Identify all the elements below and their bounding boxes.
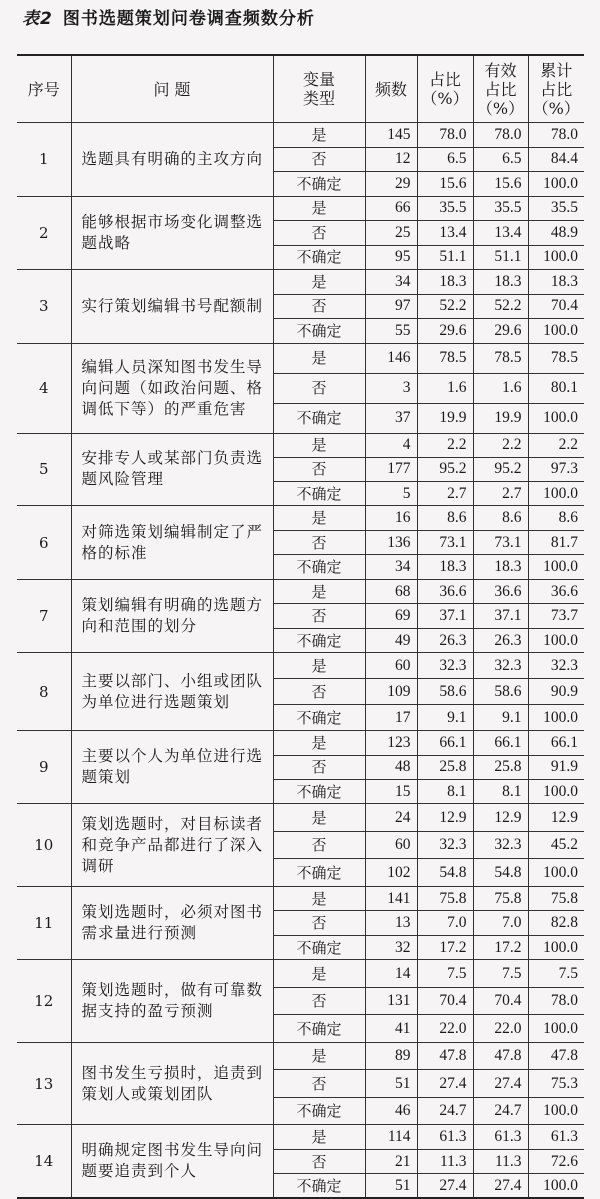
- freq-value: 66: [365, 196, 417, 221]
- var-type: 是: [273, 196, 365, 221]
- valid-pct-value: 54.8: [473, 859, 528, 887]
- valid-pct-value: 52.2: [473, 294, 528, 319]
- valid-pct-value: 8.6: [473, 506, 528, 531]
- cum-pct-value: 100.0: [528, 628, 584, 653]
- var-type: 是: [273, 960, 365, 988]
- cum-pct-value: 18.3: [528, 270, 584, 295]
- freq-value: 69: [365, 604, 417, 629]
- var-type: 是: [273, 579, 365, 604]
- var-type: 不确定: [273, 1097, 365, 1125]
- var-type: 是: [273, 123, 365, 148]
- freq-value: 177: [365, 457, 417, 481]
- valid-pct-value: 17.2: [473, 935, 528, 960]
- freq-value: 12: [365, 147, 417, 172]
- cum-pct-value: 78.0: [528, 123, 584, 148]
- question-text: 明确规定图书发生导向问题要追责到个人: [71, 1125, 273, 1199]
- row-index: 5: [17, 433, 71, 506]
- freq-value: 29: [365, 172, 417, 197]
- question-text: 能够根据市场变化调整选题战略: [71, 196, 273, 270]
- header-row: [17, 55, 584, 123]
- freq-value: 51: [365, 1070, 417, 1098]
- question-text: 图书发生亏损时，追责到策划人或策划团队: [71, 1042, 273, 1125]
- freq-value: 136: [365, 530, 417, 555]
- pct-value: 73.1: [417, 530, 473, 555]
- var-type: 是: [273, 506, 365, 531]
- table-number: 表2: [22, 9, 53, 29]
- valid-pct-value: 1.6: [473, 373, 528, 403]
- freq-value: 41: [365, 1015, 417, 1043]
- freq-value: 97: [365, 294, 417, 319]
- var-type: 不确定: [273, 935, 365, 960]
- cum-pct-value: 100.0: [528, 935, 584, 960]
- table-row: [17, 1125, 584, 1150]
- valid-pct-value: 37.1: [473, 604, 528, 629]
- table-row: [17, 960, 584, 988]
- var-type: 否: [273, 987, 365, 1015]
- header-freq: 频数: [365, 55, 417, 123]
- pct-value: 11.3: [417, 1149, 473, 1174]
- freq-value: 17: [365, 705, 417, 731]
- cum-pct-value: 81.7: [528, 530, 584, 555]
- valid-pct-value: 2.2: [473, 433, 528, 457]
- var-type: 否: [273, 604, 365, 629]
- freq-value: 46: [365, 1097, 417, 1125]
- freq-value: 15: [365, 779, 417, 803]
- table-row: [17, 1042, 584, 1070]
- row-index: 9: [17, 731, 71, 804]
- row-index: 4: [17, 343, 71, 433]
- cum-pct-value: 100.0: [528, 859, 584, 887]
- table-row: [17, 123, 584, 148]
- cum-pct-value: 61.3: [528, 1125, 584, 1150]
- valid-pct-value: 36.6: [473, 579, 528, 604]
- pct-value: 78.0: [417, 123, 473, 148]
- cum-pct-value: 32.3: [528, 653, 584, 679]
- header-question: 问 题: [71, 55, 273, 123]
- var-type: 否: [273, 1149, 365, 1174]
- table-row: [17, 886, 584, 911]
- pct-value: 32.3: [417, 653, 473, 679]
- freq-value: 95: [365, 245, 417, 270]
- header-var-type: 变量 类型: [273, 55, 365, 123]
- cum-pct-value: 70.4: [528, 294, 584, 319]
- row-index: 1: [17, 123, 71, 197]
- var-type: 是: [273, 1042, 365, 1070]
- freq-value: 60: [365, 831, 417, 859]
- valid-pct-value: 13.4: [473, 221, 528, 246]
- cum-pct-value: 35.5: [528, 196, 584, 221]
- valid-pct-value: 32.3: [473, 653, 528, 679]
- header-cum-pct: 累计 占比 （%）: [528, 55, 584, 123]
- var-type: 否: [273, 294, 365, 319]
- pct-value: 12.9: [417, 804, 473, 832]
- cum-pct-value: 73.7: [528, 604, 584, 629]
- var-type: 不确定: [273, 705, 365, 731]
- valid-pct-value: 25.8: [473, 755, 528, 779]
- table-row: [17, 731, 584, 755]
- pct-value: 2.2: [417, 433, 473, 457]
- question-text: 策划选题时，必须对图书需求量进行预测: [71, 886, 273, 960]
- cum-pct-value: 72.6: [528, 1149, 584, 1174]
- cum-pct-value: 100.0: [528, 705, 584, 731]
- valid-pct-value: 8.1: [473, 779, 528, 803]
- var-type: 否: [273, 831, 365, 859]
- var-type: 不确定: [273, 779, 365, 803]
- table-caption: [22, 4, 315, 29]
- freq-value: 14: [365, 960, 417, 988]
- valid-pct-value: 2.7: [473, 482, 528, 506]
- pct-value: 36.6: [417, 579, 473, 604]
- var-type: 不确定: [273, 319, 365, 344]
- table-row: [17, 506, 584, 531]
- var-type: 不确定: [273, 555, 365, 580]
- pct-value: 95.2: [417, 457, 473, 481]
- cum-pct-value: 47.8: [528, 1042, 584, 1070]
- cum-pct-value: 100.0: [528, 319, 584, 344]
- cum-pct-value: 90.9: [528, 679, 584, 705]
- var-type: 是: [273, 343, 365, 373]
- var-type: 不确定: [273, 172, 365, 197]
- var-type: 否: [273, 911, 365, 936]
- cum-pct-value: 100.0: [528, 245, 584, 270]
- cum-pct-value: 82.8: [528, 911, 584, 936]
- freq-value: 25: [365, 221, 417, 246]
- cum-pct-value: 100.0: [528, 1174, 584, 1199]
- header-index: 序号: [17, 55, 71, 123]
- pct-value: 75.8: [417, 886, 473, 911]
- pct-value: 25.8: [417, 755, 473, 779]
- row-index: 12: [17, 960, 71, 1043]
- var-type: 是: [273, 886, 365, 911]
- cum-pct-value: 75.3: [528, 1070, 584, 1098]
- valid-pct-value: 78.5: [473, 343, 528, 373]
- header-pct: 占比 （%）: [417, 55, 473, 123]
- var-type: 不确定: [273, 245, 365, 270]
- var-type: 是: [273, 653, 365, 679]
- valid-pct-value: 78.0: [473, 123, 528, 148]
- valid-pct-value: 12.9: [473, 804, 528, 832]
- row-index: 11: [17, 886, 71, 960]
- freq-value: 131: [365, 987, 417, 1015]
- row-index: 13: [17, 1042, 71, 1125]
- cum-pct-value: 45.2: [528, 831, 584, 859]
- pct-value: 7.5: [417, 960, 473, 988]
- freq-value: 51: [365, 1174, 417, 1199]
- row-index: 8: [17, 653, 71, 731]
- var-type: 不确定: [273, 1015, 365, 1043]
- freq-value: 123: [365, 731, 417, 755]
- var-type: 否: [273, 147, 365, 172]
- freq-value: 102: [365, 859, 417, 887]
- question-text: 策划选题时，做有可靠数据支持的盈亏预测: [71, 960, 273, 1043]
- freq-value: 16: [365, 506, 417, 531]
- pct-value: 2.7: [417, 482, 473, 506]
- pct-value: 37.1: [417, 604, 473, 629]
- row-index: 6: [17, 506, 71, 580]
- freq-value: 5: [365, 482, 417, 506]
- cum-pct-value: 97.3: [528, 457, 584, 481]
- freq-value: 55: [365, 319, 417, 344]
- valid-pct-value: 15.6: [473, 172, 528, 197]
- freq-value: 24: [365, 804, 417, 832]
- freq-value: 145: [365, 123, 417, 148]
- var-type: 否: [273, 457, 365, 481]
- cum-pct-value: 100.0: [528, 403, 584, 433]
- valid-pct-value: 7.0: [473, 911, 528, 936]
- var-type: 否: [273, 530, 365, 555]
- freq-value: 3: [365, 373, 417, 403]
- valid-pct-value: 18.3: [473, 555, 528, 580]
- cum-pct-value: 78.0: [528, 987, 584, 1015]
- table-row: [17, 653, 584, 679]
- valid-pct-value: 61.3: [473, 1125, 528, 1150]
- table-row: [17, 270, 584, 295]
- freq-value: 32: [365, 935, 417, 960]
- valid-pct-value: 26.3: [473, 628, 528, 653]
- pct-value: 6.5: [417, 147, 473, 172]
- cum-pct-value: 100.0: [528, 1015, 584, 1043]
- pct-value: 8.6: [417, 506, 473, 531]
- pct-value: 32.3: [417, 831, 473, 859]
- table-row: [17, 804, 584, 832]
- table-row: [17, 196, 584, 221]
- freq-value: 89: [365, 1042, 417, 1070]
- var-type: 否: [273, 755, 365, 779]
- valid-pct-value: 70.4: [473, 987, 528, 1015]
- pct-value: 15.6: [417, 172, 473, 197]
- valid-pct-value: 66.1: [473, 731, 528, 755]
- var-type: 是: [273, 804, 365, 832]
- valid-pct-value: 24.7: [473, 1097, 528, 1125]
- pct-value: 7.0: [417, 911, 473, 936]
- freq-value: 21: [365, 1149, 417, 1174]
- cum-pct-value: 8.6: [528, 506, 584, 531]
- valid-pct-value: 29.6: [473, 319, 528, 344]
- pct-value: 54.8: [417, 859, 473, 887]
- valid-pct-value: 73.1: [473, 530, 528, 555]
- cum-pct-value: 91.9: [528, 755, 584, 779]
- table-row: [17, 343, 584, 373]
- pct-value: 47.8: [417, 1042, 473, 1070]
- valid-pct-value: 9.1: [473, 705, 528, 731]
- pct-value: 9.1: [417, 705, 473, 731]
- valid-pct-value: 58.6: [473, 679, 528, 705]
- cum-pct-value: 80.1: [528, 373, 584, 403]
- freq-value: 34: [365, 555, 417, 580]
- cum-pct-value: 100.0: [528, 555, 584, 580]
- valid-pct-value: 95.2: [473, 457, 528, 481]
- cum-pct-value: 100.0: [528, 482, 584, 506]
- cum-pct-value: 36.6: [528, 579, 584, 604]
- valid-pct-value: 35.5: [473, 196, 528, 221]
- freq-value: 146: [365, 343, 417, 373]
- question-text: 选题具有明确的主攻方向: [71, 123, 273, 197]
- frequency-table: [17, 54, 584, 1199]
- valid-pct-value: 27.4: [473, 1070, 528, 1098]
- var-type: 不确定: [273, 859, 365, 887]
- valid-pct-value: 11.3: [473, 1149, 528, 1174]
- var-type: 否: [273, 1070, 365, 1098]
- freq-value: 141: [365, 886, 417, 911]
- pct-value: 27.4: [417, 1070, 473, 1098]
- pct-value: 26.3: [417, 628, 473, 653]
- pct-value: 35.5: [417, 196, 473, 221]
- freq-value: 37: [365, 403, 417, 433]
- freq-value: 34: [365, 270, 417, 295]
- pct-value: 19.9: [417, 403, 473, 433]
- pct-value: 24.7: [417, 1097, 473, 1125]
- cum-pct-value: 66.1: [528, 731, 584, 755]
- cum-pct-value: 48.9: [528, 221, 584, 246]
- valid-pct-value: 47.8: [473, 1042, 528, 1070]
- question-text: 策划选题时，对目标读者和竞争产品都进行了深入调研: [71, 804, 273, 887]
- freq-value: 109: [365, 679, 417, 705]
- cum-pct-value: 100.0: [528, 172, 584, 197]
- var-type: 是: [273, 731, 365, 755]
- var-type: 不确定: [273, 482, 365, 506]
- valid-pct-value: 7.5: [473, 960, 528, 988]
- row-index: 14: [17, 1125, 71, 1199]
- row-index: 3: [17, 270, 71, 344]
- question-text: 主要以个人为单位进行选题策划: [71, 731, 273, 804]
- var-type: 是: [273, 1125, 365, 1150]
- cum-pct-value: 12.9: [528, 804, 584, 832]
- question-text: 安排专人或某部门负责选题风险管理: [71, 433, 273, 506]
- pct-value: 52.2: [417, 294, 473, 319]
- pct-value: 1.6: [417, 373, 473, 403]
- pct-value: 17.2: [417, 935, 473, 960]
- question-text: 编辑人员深知图书发生导向问题（如政治问题、格调低下等）的严重危害: [71, 343, 273, 433]
- freq-value: 68: [365, 579, 417, 604]
- row-index: 10: [17, 804, 71, 887]
- cum-pct-value: 78.5: [528, 343, 584, 373]
- freq-value: 49: [365, 628, 417, 653]
- cum-pct-value: 7.5: [528, 960, 584, 988]
- freq-value: 48: [365, 755, 417, 779]
- question-text: 主要以部门、小组或团队为单位进行选题策划: [71, 653, 273, 731]
- row-index: 7: [17, 579, 71, 653]
- valid-pct-value: 18.3: [473, 270, 528, 295]
- cum-pct-value: 84.4: [528, 147, 584, 172]
- valid-pct-value: 75.8: [473, 886, 528, 911]
- freq-value: 13: [365, 911, 417, 936]
- pct-value: 8.1: [417, 779, 473, 803]
- pct-value: 13.4: [417, 221, 473, 246]
- question-text: 策划编辑有明确的选题方向和范围的划分: [71, 579, 273, 653]
- header-valid-pct: 有效 占比 （%）: [473, 55, 528, 123]
- var-type: 否: [273, 679, 365, 705]
- question-text: 对筛选策划编辑制定了严格的标准: [71, 506, 273, 580]
- var-type: 不确定: [273, 403, 365, 433]
- var-type: 否: [273, 373, 365, 403]
- cum-pct-value: 100.0: [528, 779, 584, 803]
- pct-value: 78.5: [417, 343, 473, 373]
- table-title: 图书选题策划问卷调查频数分析: [62, 9, 315, 29]
- pct-value: 27.4: [417, 1174, 473, 1199]
- freq-value: 114: [365, 1125, 417, 1150]
- pct-value: 29.6: [417, 319, 473, 344]
- pct-value: 66.1: [417, 731, 473, 755]
- cum-pct-value: 2.2: [528, 433, 584, 457]
- var-type: 是: [273, 270, 365, 295]
- pct-value: 51.1: [417, 245, 473, 270]
- pct-value: 61.3: [417, 1125, 473, 1150]
- row-index: 2: [17, 196, 71, 270]
- var-type: 不确定: [273, 628, 365, 653]
- valid-pct-value: 32.3: [473, 831, 528, 859]
- pct-value: 22.0: [417, 1015, 473, 1043]
- table-row: [17, 433, 584, 457]
- valid-pct-value: 6.5: [473, 147, 528, 172]
- cum-pct-value: 75.8: [528, 886, 584, 911]
- valid-pct-value: 27.4: [473, 1174, 528, 1199]
- valid-pct-value: 22.0: [473, 1015, 528, 1043]
- table-row: [17, 579, 584, 604]
- var-type: 是: [273, 433, 365, 457]
- cum-pct-value: 100.0: [528, 1097, 584, 1125]
- pct-value: 18.3: [417, 270, 473, 295]
- pct-value: 70.4: [417, 987, 473, 1015]
- valid-pct-value: 51.1: [473, 245, 528, 270]
- pct-value: 58.6: [417, 679, 473, 705]
- pct-value: 18.3: [417, 555, 473, 580]
- var-type: 否: [273, 221, 365, 246]
- question-text: 实行策划编辑书号配额制: [71, 270, 273, 344]
- freq-value: 60: [365, 653, 417, 679]
- var-type: 不确定: [273, 1174, 365, 1199]
- freq-value: 4: [365, 433, 417, 457]
- valid-pct-value: 19.9: [473, 403, 528, 433]
